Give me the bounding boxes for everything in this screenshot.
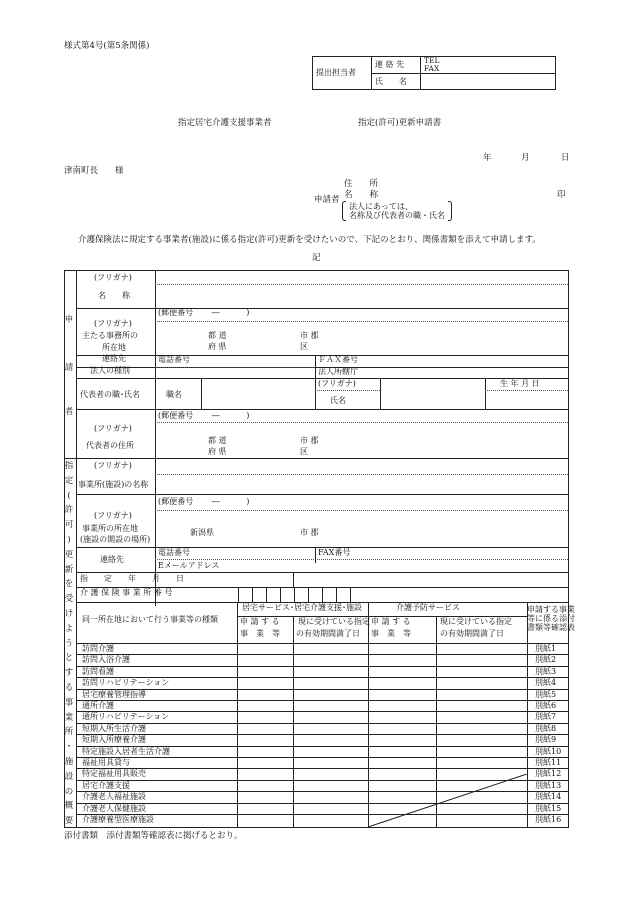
attachment-sheet: 別紙7 bbox=[535, 712, 557, 722]
birth-label: 生 年 月 日 bbox=[500, 379, 540, 388]
service-name: 福祉用具貸与 bbox=[82, 758, 130, 767]
fax-label: FAX bbox=[424, 63, 440, 73]
attach-col-1: 申請する事業 bbox=[527, 605, 575, 614]
service-input-cell[interactable] bbox=[369, 724, 435, 733]
section-char-facility: す bbox=[64, 668, 74, 679]
service-input-cell[interactable] bbox=[369, 747, 435, 756]
contact-box bbox=[312, 56, 556, 90]
home-services-label: 居宅サービス･居宅介護支援･施設 bbox=[242, 603, 362, 612]
section-char-facility: 更 bbox=[64, 549, 74, 560]
service-name: 特定施設入居者生活介護 bbox=[82, 746, 170, 756]
service-input-cell[interactable] bbox=[369, 735, 435, 744]
main-office-label: 主たる事務所の bbox=[82, 331, 138, 340]
fu-ken-2: 府 県 bbox=[208, 447, 227, 456]
to-do-2: 都 道 bbox=[208, 436, 227, 445]
corp-note-2: 名称及び代表者の職・氏名 bbox=[349, 211, 445, 220]
service-input-cell[interactable] bbox=[437, 804, 526, 813]
section-char-facility: の bbox=[64, 786, 74, 797]
service-name: 短期入所療養介護 bbox=[82, 735, 146, 745]
tel-label: TEL bbox=[424, 56, 440, 65]
fax-label-2: FAX番号 bbox=[318, 548, 351, 557]
furigana-2: (フリガナ) bbox=[94, 319, 132, 328]
email-label: Eメールアドレス bbox=[158, 561, 220, 570]
section-char-facility: 業 bbox=[64, 712, 74, 723]
attachment-sheet: 別紙1 bbox=[535, 644, 557, 653]
insurance-no-label: 介 護 保 険 事 業 所 番 号 bbox=[80, 588, 173, 597]
prevent-services-label: 介護予防サービス bbox=[396, 603, 460, 612]
service-name: 訪問看護 bbox=[82, 666, 114, 676]
valid-until-p: 現に受けている指定 bbox=[440, 617, 512, 626]
same-location-label: 同一所在地において行う事業等の種類 bbox=[82, 615, 218, 624]
apply-business-h: 申 請 す る bbox=[240, 617, 280, 626]
contact-label: 連 絡 先 bbox=[372, 57, 421, 74]
attachment-sheet: 別紙12 bbox=[535, 769, 562, 779]
ki-label: 記 bbox=[312, 253, 321, 263]
section-char-applicant: 者 bbox=[64, 407, 74, 417]
niigata-label: 新潟県 bbox=[190, 528, 214, 537]
service-input-cell[interactable] bbox=[238, 781, 292, 790]
service-input-cell[interactable] bbox=[369, 678, 435, 687]
contact-person-label: 提出担当者 bbox=[313, 57, 372, 90]
section-char-facility: 設 bbox=[64, 771, 74, 782]
apply-business-p2: 事 業 等 bbox=[371, 629, 411, 638]
to-do-1: 都 道 bbox=[208, 331, 227, 340]
service-input-cell[interactable] bbox=[437, 815, 526, 824]
applicant-address-label: 住 所 bbox=[344, 179, 379, 189]
section-char-facility: 定 bbox=[64, 475, 74, 486]
service-input-cell[interactable] bbox=[294, 747, 367, 756]
service-input-cell[interactable] bbox=[238, 724, 292, 733]
service-input-cell[interactable] bbox=[437, 701, 526, 710]
section-char-applicant: 申 bbox=[64, 315, 74, 325]
section-char-facility: ( bbox=[67, 490, 71, 501]
service-name: 通所介護 bbox=[82, 701, 114, 710]
postal-3: (郵便番号 ― ) bbox=[158, 497, 250, 506]
facility-name-label: 事業所(施設)の名称 bbox=[78, 480, 149, 489]
postal-1: (郵便番号 ― ) bbox=[158, 308, 250, 317]
service-input-cell[interactable] bbox=[369, 781, 435, 790]
footer-note: 添付書類 添付書類等確認表に掲げるとおり。 bbox=[64, 831, 243, 841]
phone-label: 電話番号 bbox=[158, 355, 190, 364]
service-name: 短期入所生活介護 bbox=[82, 723, 146, 733]
service-name: 訪問リハビリテーション bbox=[82, 678, 170, 688]
section-char-facility: 受 bbox=[64, 594, 74, 605]
date-month: 月 bbox=[521, 153, 530, 163]
service-input-cell[interactable] bbox=[238, 667, 292, 676]
attachment-sheet: 別紙11 bbox=[535, 758, 562, 767]
title-left: 指定居宅介護支援事業者 bbox=[178, 118, 272, 128]
corp-note-1: 法人にあっては、 bbox=[349, 201, 413, 211]
shoku-label: 職名 bbox=[166, 390, 182, 399]
service-input-cell[interactable] bbox=[238, 804, 292, 813]
service-input-cell[interactable] bbox=[238, 712, 292, 721]
service-input-cell[interactable] bbox=[294, 758, 367, 767]
name-label: 氏 名 bbox=[372, 73, 421, 89]
service-input-cell[interactable] bbox=[369, 690, 435, 699]
intro-text: 介護保険法に規定する事業者(施設)に係る指定(許可)更新を受けたいので、下記のとおり、関係書類を添えて申請します。 bbox=[78, 235, 541, 245]
service-input-cell[interactable] bbox=[437, 769, 526, 778]
service-name: 介護療養型医療施設 bbox=[82, 815, 154, 824]
fax-no-label: ＦＡＸ番号 bbox=[318, 355, 358, 364]
seal-mark: 印 bbox=[557, 190, 566, 200]
attachment-sheet: 別紙15 bbox=[535, 803, 562, 813]
attach-col-3: 書類等確認表 bbox=[527, 623, 575, 632]
service-input-cell[interactable] bbox=[437, 690, 526, 699]
service-input-cell[interactable] bbox=[238, 735, 292, 744]
ku-2: 区 bbox=[300, 447, 308, 456]
service-input-cell[interactable] bbox=[238, 655, 292, 664]
service-input-cell[interactable] bbox=[369, 815, 435, 824]
service-input-cell[interactable] bbox=[369, 769, 435, 778]
fu-ken-1: 府 県 bbox=[208, 342, 227, 351]
valid-until-p2: の有効期間満了日 bbox=[440, 629, 504, 638]
tel-fax-cell[interactable] bbox=[421, 57, 556, 74]
phone-label-2: 電話番号 bbox=[158, 548, 190, 557]
section-char-facility: 指 bbox=[64, 461, 74, 471]
service-input-cell[interactable] bbox=[294, 724, 367, 733]
rep-address-label: 代表者の住所 bbox=[86, 441, 134, 450]
service-input-cell[interactable] bbox=[294, 792, 367, 801]
attachment-sheet: 別紙8 bbox=[535, 723, 557, 733]
ku-1: 区 bbox=[300, 342, 308, 351]
service-name: 介護老人福祉施設 bbox=[82, 792, 146, 802]
apply-business-h2: 事 業 等 bbox=[240, 629, 280, 638]
service-input-cell[interactable] bbox=[294, 644, 367, 653]
name-row-label: 名 称 bbox=[98, 291, 130, 300]
service-input-cell[interactable] bbox=[294, 815, 367, 824]
service-input-cell[interactable] bbox=[238, 690, 292, 699]
shi-gun-1: 市 郡 bbox=[300, 331, 319, 340]
service-input-cell[interactable] bbox=[238, 769, 292, 778]
service-input-cell[interactable] bbox=[238, 678, 292, 687]
section-char-facility: よ bbox=[64, 623, 74, 634]
main-form bbox=[64, 270, 569, 828]
section-char-facility: を bbox=[64, 579, 74, 590]
service-input-cell[interactable] bbox=[294, 655, 367, 664]
section-char-facility: 新 bbox=[64, 564, 74, 575]
section-char-facility: 施 bbox=[64, 757, 74, 767]
facility-address-label-2: (施設の開設の場所) bbox=[80, 535, 151, 544]
section-char-facility: 所 bbox=[64, 727, 74, 738]
service-input-cell[interactable] bbox=[238, 701, 292, 710]
service-input-cell[interactable] bbox=[238, 644, 292, 653]
service-input-cell[interactable] bbox=[238, 747, 292, 756]
service-name: 訪問介護 bbox=[82, 644, 114, 653]
contact-row-label: 連絡先 bbox=[102, 354, 126, 363]
section-char-facility: 要 bbox=[64, 816, 74, 827]
contact-row-label-2: 連絡先 bbox=[100, 555, 124, 564]
shi-gun-3: 市 郡 bbox=[300, 528, 319, 537]
service-input-cell[interactable] bbox=[369, 644, 435, 653]
shi-gun-2: 市 郡 bbox=[300, 436, 319, 445]
furigana-5: (フリガナ) bbox=[94, 461, 132, 470]
service-name: 通所リハビリテーション bbox=[82, 712, 170, 722]
applicant-label: 申請者 bbox=[314, 195, 340, 205]
service-input-cell[interactable] bbox=[294, 781, 367, 790]
rep-title-name-label: 代表者の職･氏名 bbox=[80, 390, 140, 399]
furigana-1: (フリガナ) bbox=[94, 273, 132, 282]
service-input-cell[interactable] bbox=[437, 735, 526, 744]
corp-note bbox=[342, 201, 452, 221]
service-input-cell[interactable] bbox=[294, 735, 367, 744]
attachment-sheet: 別紙4 bbox=[535, 678, 557, 688]
service-input-cell[interactable] bbox=[369, 712, 435, 721]
service-name: 居宅介護支援 bbox=[82, 780, 130, 790]
service-input-cell[interactable] bbox=[238, 815, 292, 824]
section-char-facility: う bbox=[64, 638, 74, 649]
attachment-sheet: 別紙3 bbox=[535, 666, 557, 676]
corp-type-label: 法人の種別 bbox=[90, 366, 130, 375]
service-input-cell[interactable] bbox=[294, 701, 367, 710]
main-office-label-2: 所在地 bbox=[102, 343, 126, 352]
service-input-cell[interactable] bbox=[437, 655, 526, 664]
attachment-sheet: 別紙9 bbox=[535, 735, 557, 745]
section-char-facility: 可 bbox=[64, 520, 74, 531]
service-input-cell[interactable] bbox=[437, 667, 526, 676]
designation-date-label: 指 定 年 月 日 bbox=[80, 574, 184, 583]
service-input-cell[interactable] bbox=[437, 747, 526, 756]
service-input-cell[interactable] bbox=[369, 792, 435, 801]
service-input-cell[interactable] bbox=[437, 724, 526, 733]
service-input-cell[interactable] bbox=[369, 701, 435, 710]
section-char-applicant: 請 bbox=[64, 363, 74, 373]
attachment-sheet: 別紙13 bbox=[535, 780, 562, 790]
service-input-cell[interactable] bbox=[238, 792, 292, 801]
service-input-cell[interactable] bbox=[369, 667, 435, 676]
addressee: 津南町長 様 bbox=[64, 166, 124, 176]
section-char-facility: と bbox=[64, 653, 74, 664]
section-char-facility: る bbox=[64, 683, 74, 693]
valid-until-h: 現に受けている指定 bbox=[298, 617, 370, 626]
service-input-cell[interactable] bbox=[369, 804, 435, 813]
attachment-sheet: 別紙6 bbox=[535, 701, 557, 710]
section-char-facility: ・ bbox=[64, 742, 74, 753]
postal-2: (郵便番号 ― ) bbox=[158, 411, 250, 420]
service-input-cell[interactable] bbox=[294, 804, 367, 813]
service-input-cell[interactable] bbox=[437, 712, 526, 721]
form-number: 様式第4号(第5条関係) bbox=[64, 41, 150, 51]
attachment-sheet: 別紙2 bbox=[535, 655, 557, 665]
section-char-facility: 概 bbox=[64, 801, 74, 812]
valid-until-h2: の有効期間満了日 bbox=[296, 629, 360, 638]
attachment-sheet: 別紙5 bbox=[535, 689, 557, 699]
section-char-facility: け bbox=[64, 609, 74, 619]
service-input-cell[interactable] bbox=[437, 792, 526, 801]
title-right: 指定(許可)更新申請書 bbox=[358, 118, 442, 128]
date-year: 年 bbox=[483, 153, 492, 163]
service-name: 訪問入浴介護 bbox=[82, 655, 130, 665]
section-char-facility: 許 bbox=[64, 505, 74, 516]
furigana-6: (フリガナ) bbox=[94, 511, 132, 520]
attach-col-2: 等に係る添付 bbox=[527, 614, 575, 623]
corp-authority-label: 法人所轄庁 bbox=[318, 367, 358, 376]
applicant-name-label: 名 称 bbox=[344, 190, 379, 200]
service-input-cell[interactable] bbox=[294, 769, 367, 778]
service-input-cell[interactable] bbox=[294, 690, 367, 699]
section-char-facility: ) bbox=[67, 535, 71, 545]
service-input-cell[interactable] bbox=[294, 712, 367, 721]
service-input-cell[interactable] bbox=[294, 678, 367, 687]
service-input-cell[interactable] bbox=[437, 644, 526, 653]
service-input-cell[interactable] bbox=[369, 758, 435, 767]
section-char-facility: 事 bbox=[64, 697, 74, 708]
service-name: 居宅療養管理指導 bbox=[82, 689, 146, 699]
furigana-4: (フリガナ) bbox=[94, 424, 132, 433]
facility-address-label: 事業所の所在地 bbox=[82, 524, 138, 533]
service-input-cell[interactable] bbox=[294, 667, 367, 676]
apply-business-p: 申 請 す る bbox=[371, 617, 411, 626]
date-day: 日 bbox=[561, 153, 570, 163]
attachment-sheet: 別紙10 bbox=[535, 746, 562, 756]
attachment-sheet: 別紙16 bbox=[535, 815, 562, 824]
service-name: 特定福祉用具販売 bbox=[82, 769, 146, 779]
service-input-cell[interactable] bbox=[437, 781, 526, 790]
service-input-cell[interactable] bbox=[369, 655, 435, 664]
attachment-sheet: 別紙14 bbox=[535, 792, 562, 802]
service-input-cell[interactable] bbox=[437, 758, 526, 767]
name-value[interactable] bbox=[421, 73, 556, 89]
service-name: 介護老人保健施設 bbox=[82, 803, 146, 813]
service-input-cell[interactable] bbox=[437, 678, 526, 687]
service-input-cell[interactable] bbox=[238, 758, 292, 767]
furigana-3: (フリガナ) bbox=[318, 379, 356, 388]
shimei-label: 氏名 bbox=[330, 396, 346, 405]
